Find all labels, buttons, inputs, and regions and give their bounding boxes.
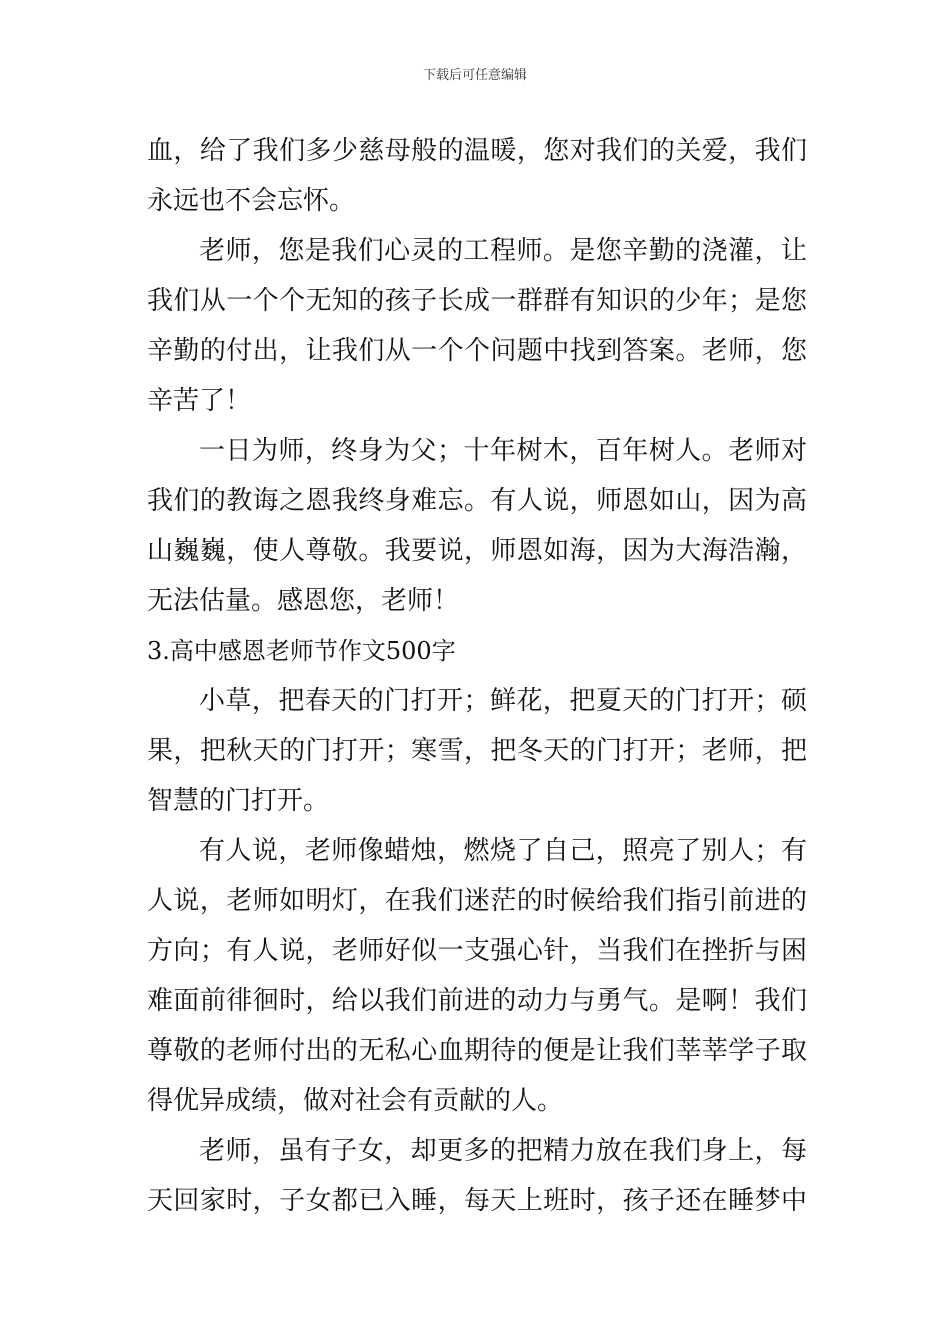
text-line: 智慧的门打开。 bbox=[147, 786, 330, 816]
text-line: 人说，老师如明灯，在我们迷茫的时候给我们指引前进的 bbox=[147, 886, 807, 916]
text-line: 无法估量。感恩您，老师！ bbox=[147, 586, 460, 616]
text-line: 小草，把春天的门打开；鲜花，把夏天的门打开；硕 bbox=[199, 686, 807, 716]
text-line: 老师，您是我们心灵的工程师。是您辛勤的浇灌，让 bbox=[199, 236, 807, 266]
text-line: 永远也不会忘怀。 bbox=[147, 186, 356, 216]
paragraph bbox=[147, 1126, 807, 1226]
text-line: 辛勤的付出，让我们从一个个问题中找到答案。老师，您 bbox=[147, 336, 807, 366]
text-line: 方向；有人说，老师好似一支强心针，当我们在挫折与困 bbox=[147, 936, 807, 966]
paragraph bbox=[147, 426, 807, 626]
text-line: 我们从一个个无知的孩子长成一群群有知识的少年；是您 bbox=[147, 286, 807, 316]
text-line: 山巍巍，使人尊敬。我要说，师恩如海，因为大海浩瀚， bbox=[147, 536, 807, 566]
text-line: 老师，虽有子女，却更多的把精力放在我们身上，每 bbox=[199, 1136, 807, 1166]
paragraph bbox=[147, 676, 807, 826]
text-line: 尊敬的老师付出的无私心血期待的便是让我们莘莘学子取 bbox=[147, 1036, 807, 1066]
document-body bbox=[147, 126, 807, 1226]
text-line: 有人说，老师像蜡烛，燃烧了自己，照亮了别人；有 bbox=[199, 836, 807, 866]
page-header: 下载后可任意编辑 bbox=[422, 68, 527, 83]
text-line: 辛苦了！ bbox=[147, 386, 252, 416]
paragraph bbox=[147, 126, 807, 226]
section-heading: 3.高中感恩老师节作文500字 bbox=[147, 637, 456, 665]
paragraph bbox=[147, 226, 807, 426]
text-line: 一日为师，终身为父；十年树木，百年树人。老师对 bbox=[199, 436, 807, 466]
paragraph bbox=[147, 826, 807, 1126]
text-line: 我们的教诲之恩我终身难忘。有人说，师恩如山，因为高 bbox=[147, 486, 807, 516]
text-line: 果，把秋天的门打开；寒雪，把冬天的门打开；老师，把 bbox=[147, 736, 807, 766]
text-line: 难面前徘徊时，给以我们前进的动力与勇气。是啊！我们 bbox=[147, 986, 807, 1016]
text-line: 血，给了我们多少慈母般的温暖，您对我们的关爱，我们 bbox=[147, 136, 807, 166]
text-line: 天回家时，子女都已入睡，每天上班时，孩子还在睡梦中 bbox=[147, 1186, 807, 1216]
text-line: 得优异成绩，做对社会有贡献的人。 bbox=[147, 1086, 564, 1116]
